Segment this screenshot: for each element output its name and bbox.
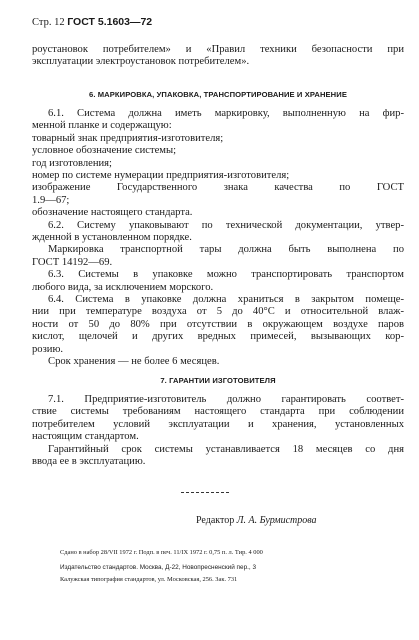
text-line: 1.9—67;: [32, 194, 70, 206]
text-line: условное обозначение системы;: [32, 145, 177, 157]
text-line: нии при температуре воздуха от 5 до 40°С и относительной влаж-: [32, 306, 404, 318]
text-line: год изготовления;: [32, 157, 112, 169]
print-info-line: Сдано в набор 28/VII 1972 г. Подп. в печ. 11/IX 1972 г. 0,75 п. л. Тир. 4 000: [60, 549, 263, 556]
intro-paragraph: [32, 44, 404, 69]
text-line: менной планке и содержащую:: [32, 120, 172, 132]
text-line: 6.2. Систему упаковывают по технической документации, утвер-: [48, 219, 404, 231]
text-line: роустановок потребителем» и «Правил техники безопасности при: [32, 44, 404, 55]
editor-name: Л. А. Бурмистрова: [236, 515, 317, 526]
text-line: кислот, щелочей и других вредных примесей, вызывающих кор-: [32, 331, 404, 343]
section-6-body: [32, 108, 404, 368]
section-7-title: 7. ГАРАНТИИ ИЗГОТОВИТЕЛЯ: [160, 376, 276, 385]
text-line: Маркировка транспортной тары должна быть выполнена по: [48, 244, 404, 256]
text-line: 6.1. Система должна иметь маркировку, выполненную на фир-: [48, 108, 404, 119]
text-line: ствие системы требованиям настоящего стандарта при соблюдении: [32, 406, 404, 418]
text-line: номер по системе нумерации предприятия-изготовителя;: [32, 170, 290, 182]
text-line: Срок хранения — не более 6 месяцев.: [48, 355, 220, 367]
printer-line: Калужская типография стандартов, ул. Московская, 256. Зак. 731: [60, 576, 238, 583]
section-6-title: 6. МАРКИРОВКА, УПАКОВКА, ТРАНСПОРТИРОВАНИЕ И ХРАНЕНИЕ: [89, 90, 347, 99]
text-line: эксплуатации электроустановок потребителем».: [32, 56, 250, 68]
publisher-line: Издательство стандартов. Москва, Д-22, Новопресненский пер., 3: [60, 564, 257, 571]
text-line: 6.3. Системы в упаковке можно транспортировать транспортом: [48, 269, 404, 281]
text-line: ГОСТ 14192—69.: [32, 256, 113, 268]
text-line: жденной в установленном порядке.: [32, 232, 192, 244]
section-7-body: [32, 394, 404, 468]
editor-label: Редактор: [196, 515, 235, 526]
text-line: товарный знак предприятия-изготовителя;: [32, 132, 224, 144]
text-line: розию.: [32, 343, 64, 355]
page-number: Стр. 12: [32, 17, 65, 28]
page-header: [32, 16, 152, 29]
separator-line: [181, 492, 229, 493]
text-line: 7.1. Предприятие-изготовитель должно гарантировать соответ-: [48, 394, 404, 405]
standard-number: ГОСТ 5.1603—72: [67, 16, 153, 28]
text-line: любого вида, за исключением морского.: [32, 281, 214, 293]
text-line: ности от 50 до 80% при отсутствии в окружающем воздухе паров: [32, 318, 404, 330]
editor-line: [196, 515, 317, 526]
text-line: ввода ее в эксплуатацию.: [32, 455, 146, 467]
text-line: изображение Государственного знака качества по ГОСТ: [32, 182, 404, 194]
text-line: Гарантийный срок системы устанавливается 18 месяцев со дня: [48, 443, 404, 455]
text-line: 6.4. Система в упаковке должна храниться в закрытом помеще-: [48, 294, 404, 306]
text-line: обозначение настоящего стандарта.: [32, 207, 193, 219]
text-line: потребителем условий эксплуатации и хранения, установленных: [32, 418, 404, 430]
text-line: настоящим стандартом.: [32, 431, 139, 443]
